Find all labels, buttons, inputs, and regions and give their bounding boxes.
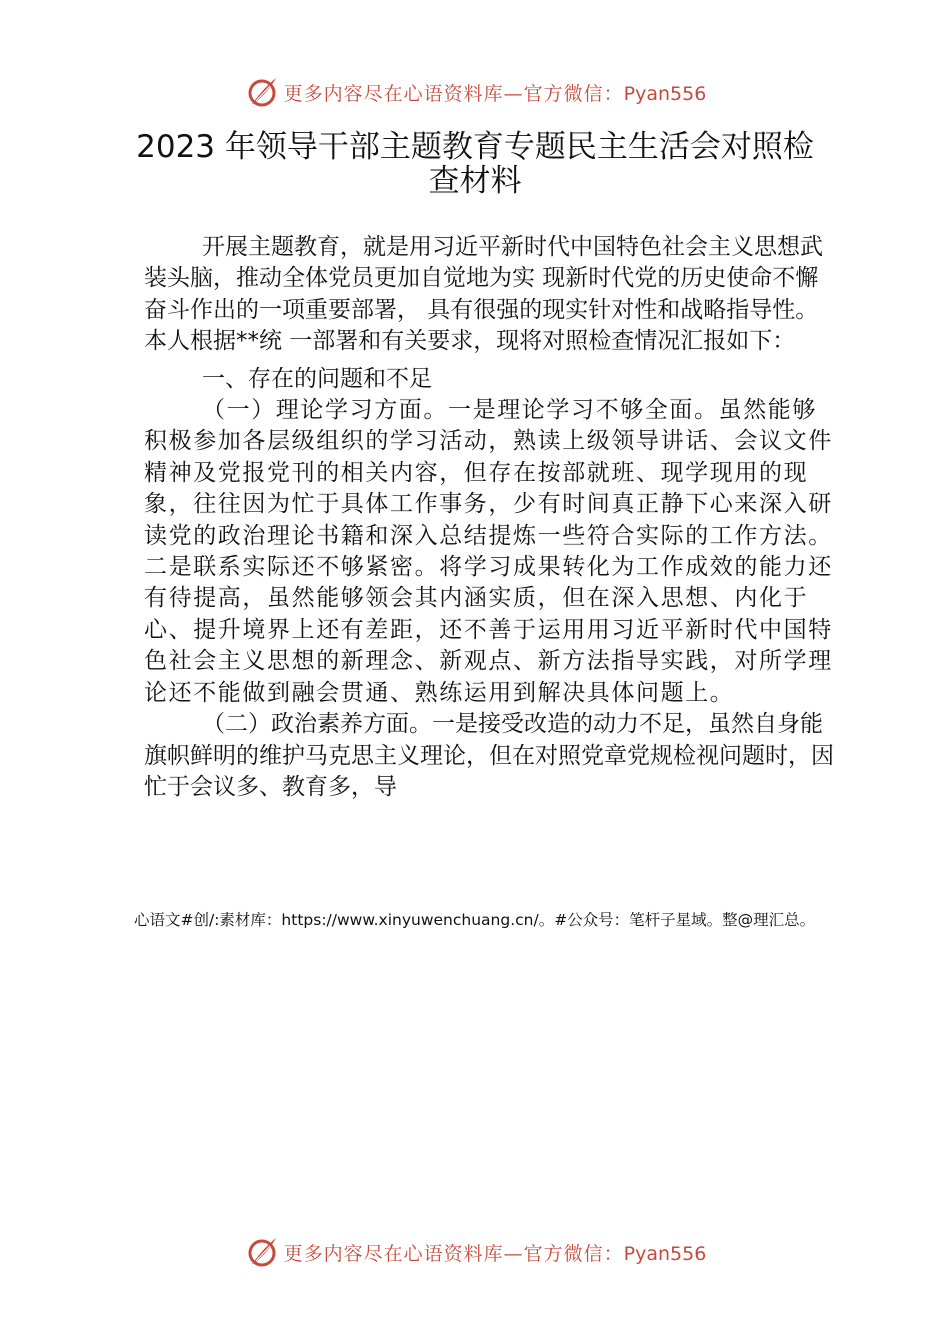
paragraph-political-quality: （二）政治素养方面。一是接受改造的动力不足，虽然自身能旗帜鲜明的维护马克思主义理论，但在对照党章党规检视问题时，因忙于会议多、教育多，导 (144, 711, 834, 800)
document-title: 2023 年领导干部主题教育专题民主生活会对照检查材料 (136, 129, 814, 199)
banner-text: 更多内容尽在心语资料库—官方微信：Pyan556 (283, 82, 707, 105)
banner-text: 更多内容尽在心语资料库—官方微信：Pyan556 (283, 1242, 707, 1265)
bottom-banner (0, 1232, 950, 1272)
intro-paragraph: 开展主题教育，就是用习近平新时代中国特色社会主义思想武装头脑，推动全体党员更加自觉地为实 现新时代党的历史使命不懈奋斗作出的一项重要部署， 具有很强的现实针对性和战略指导性。本人根据**统 一部署和有关要求，现将对照检查情况汇报如下： (144, 234, 823, 355)
source-note: 心语文#创/:素材库：https://www.xinyuwenchuang.cn/。#公众号：笔杆子星域。整@理汇总。 (134, 911, 816, 929)
paragraph-theory-study: （一）理论学习方面。一是理论学习不够全面。虽然能够积极参加各层级组织的学习活动，熟读上级领导讲话、会议文件精神及党报党刊的相关内容，但存在按部就班、现学现用的现象，往往因为忙于具体工作事务，少有时间真正静下心来深入研读党的政治理论书籍和深入总结提炼一些符合实际的工作方法。二是联系实际还不够紧密。将学习成果转化为工作成效的能力还有待提高，虽然能够领会其内涵实质，但在深入思想、内化于心、提升境界上还有差距，还不善于运用用习近平新时代中国特色社会主义思想的新理念、新观点、新方法指导实践，对所学理论还不能做到融会贯通、熟练运用到解决具体问题上。 (144, 397, 833, 706)
document-body (144, 232, 836, 803)
quill-circle-icon (244, 74, 280, 110)
top-banner (0, 72, 950, 112)
section-heading: 一、存在的问题和不足 (202, 365, 432, 392)
quill-circle-icon (244, 1234, 280, 1270)
